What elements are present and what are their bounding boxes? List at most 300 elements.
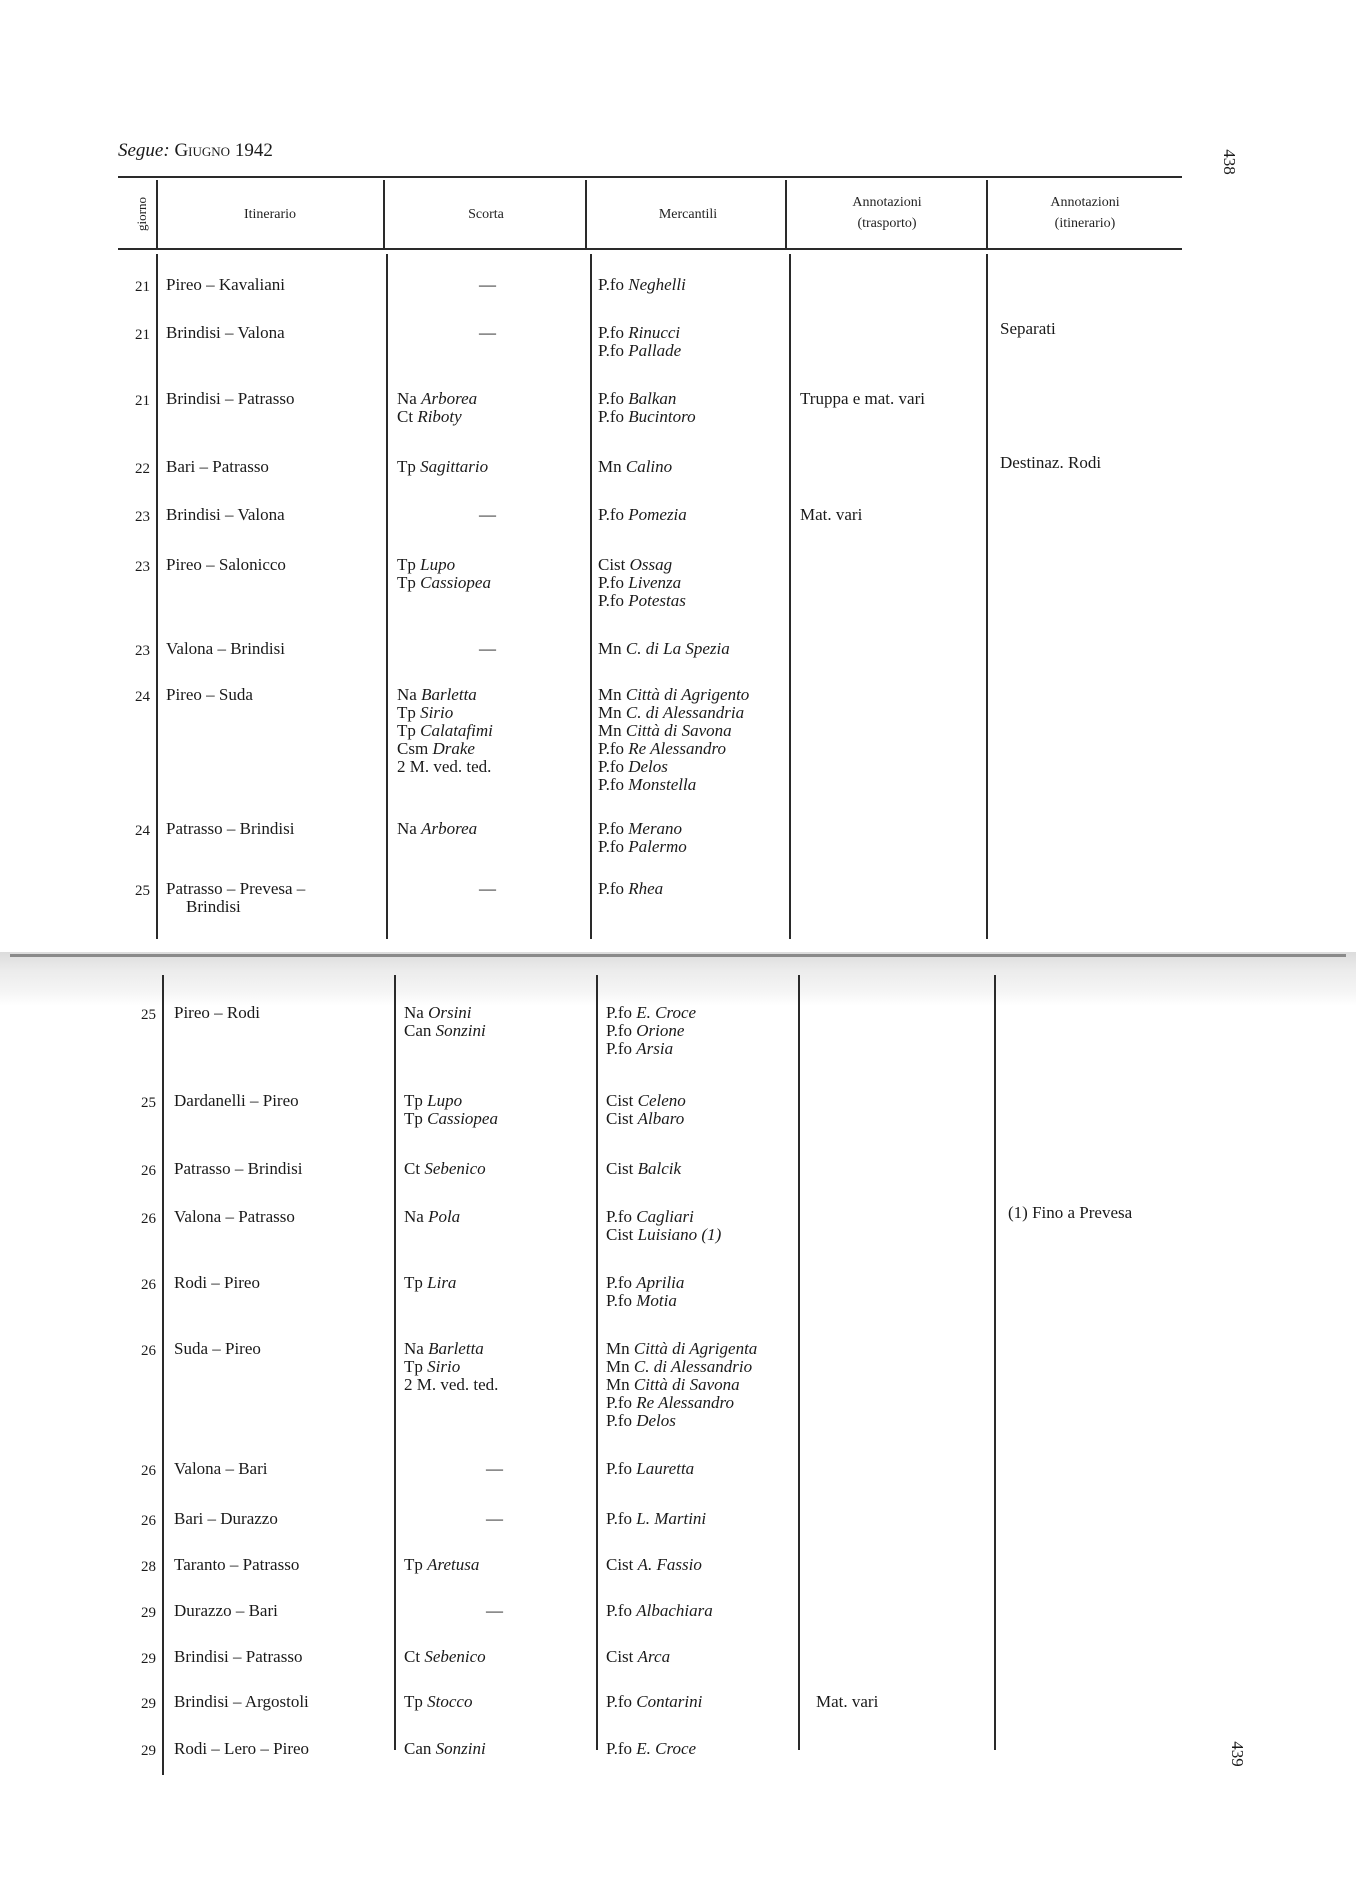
row-escort	[479, 276, 496, 294]
ship-line	[606, 1022, 696, 1040]
ship-name: C. di La Spezia	[625, 639, 730, 658]
ship-type: Ct	[404, 1159, 421, 1178]
row-itinerary	[166, 880, 305, 916]
ship-name: Drake	[432, 739, 475, 758]
header-rule-col3	[585, 180, 587, 248]
row-escort	[404, 1693, 472, 1711]
ship-name: Aretusa	[427, 1555, 480, 1574]
row-itinerary	[166, 458, 269, 476]
header-rule-top	[118, 176, 1182, 178]
ship-name: Rhea	[628, 879, 664, 898]
row-day: 21	[135, 393, 150, 409]
ship-line	[404, 1160, 486, 1178]
ship-type: Cist	[606, 1555, 634, 1574]
row-day: 21	[135, 327, 150, 343]
page-title	[118, 140, 273, 162]
row-day: 29	[141, 1651, 156, 1667]
row-annot-trasporto: Mat. vari	[800, 505, 863, 524]
ship-line	[598, 458, 672, 476]
ship-line	[606, 1208, 721, 1226]
ship-name: Barletta	[421, 685, 477, 704]
ship-line	[598, 704, 749, 722]
ship-name: Lauretta	[636, 1459, 695, 1478]
ship-type: P.fo	[606, 1039, 632, 1058]
page-number-bottom: 439	[1227, 1741, 1247, 1767]
ship-type: P.fo	[606, 1692, 632, 1711]
ship-type: P.fo	[598, 505, 624, 524]
row-day: 25	[141, 1095, 156, 1111]
ship-type: P.fo	[606, 1411, 632, 1430]
row-merchants	[598, 880, 663, 898]
ship-type: P.fo	[598, 323, 624, 342]
ship-name: Pomezia	[628, 505, 687, 524]
ship-type: —	[479, 505, 496, 524]
itinerary-line: Suda – Pireo	[174, 1339, 261, 1358]
ship-name: Contarini	[636, 1692, 703, 1711]
row-merchants	[598, 506, 687, 524]
ship-type: Mn	[598, 639, 622, 658]
itinerary-line: Brindisi – Valona	[166, 505, 285, 524]
row-merchants	[606, 1460, 694, 1478]
itinerary-line: Taranto – Patrasso	[174, 1555, 300, 1574]
itinerary-line: Brindisi – Valona	[166, 323, 285, 342]
annot-itinerario-line1: Annotazioni	[1050, 195, 1120, 210]
row-day: 26	[141, 1277, 156, 1293]
ship-type: Cist	[606, 1159, 634, 1178]
ship-name: Calino	[625, 457, 673, 476]
ship-type: Can	[404, 1739, 432, 1758]
row-merchants	[606, 1648, 670, 1666]
row-day: 23	[135, 559, 150, 575]
itinerary-line: Pireo – Salonicco	[166, 555, 286, 574]
row-annot-trasporto: Truppa e mat. vari	[800, 389, 925, 408]
ship-name: Balkan	[628, 389, 677, 408]
row-day: 29	[141, 1696, 156, 1712]
ship-line	[397, 722, 493, 740]
ship-name: Città di Savona	[625, 721, 732, 740]
ship-type: Mn	[606, 1357, 630, 1376]
ship-name: Calatafimi	[420, 721, 493, 740]
ship-type: Na	[404, 1339, 424, 1358]
row-day: 23	[135, 643, 150, 659]
row-day: 23	[135, 509, 150, 525]
row-itinerary	[174, 1740, 309, 1758]
row-escort	[404, 1004, 486, 1040]
page-number-top: 438	[1219, 149, 1239, 175]
itinerary-line: Valona – Patrasso	[174, 1207, 295, 1226]
itinerary-line: Brindisi – Patrasso	[174, 1647, 303, 1666]
ship-line	[606, 1160, 681, 1178]
ship-type: Cist	[606, 1647, 634, 1666]
ship-line	[606, 1412, 757, 1430]
ship-name: Barletta	[428, 1339, 484, 1358]
ship-name: Bucintoro	[628, 407, 696, 426]
row-escort	[404, 1208, 460, 1226]
col-header-scorta: Scorta	[468, 207, 504, 222]
ship-name: L. Martini	[636, 1509, 707, 1528]
row-merchants	[606, 1740, 696, 1758]
row-day: 25	[141, 1007, 156, 1023]
row-merchants	[606, 1004, 696, 1058]
row-itinerary	[174, 1004, 260, 1022]
row-itinerary	[166, 324, 285, 342]
ship-type: P.fo	[606, 1509, 632, 1528]
itinerary-line: Valona – Bari	[174, 1459, 268, 1478]
itinerary-line: Brindisi – Patrasso	[166, 389, 295, 408]
ship-line	[404, 1376, 498, 1394]
row-merchants	[606, 1693, 702, 1711]
ship-name: Monstella	[628, 775, 697, 794]
itinerary-line: Patrasso – Prevesa –	[166, 879, 306, 898]
ship-type: P.fo	[606, 1021, 632, 1040]
row-escort	[404, 1092, 498, 1128]
row-escort	[479, 640, 496, 658]
row-itinerary	[174, 1208, 295, 1226]
month-label: Giugno	[174, 140, 231, 161]
body-rule-col1-top	[156, 254, 158, 939]
annot-trasporto-line1: Annotazioni	[852, 195, 922, 210]
row-escort	[479, 324, 496, 342]
ship-type: P.fo	[598, 837, 624, 856]
ship-type: Mn	[606, 1339, 630, 1358]
row-itinerary	[174, 1648, 302, 1666]
ship-type: Mn	[606, 1375, 630, 1394]
annot-itinerario-line2: (itinerario)	[1054, 216, 1116, 231]
ship-line	[606, 1460, 694, 1478]
ship-name: Palermo	[628, 837, 687, 856]
row-merchants	[598, 276, 686, 294]
ship-name: Stocco	[427, 1692, 473, 1711]
col-header-giorno: giorno	[134, 197, 149, 231]
ship-line	[397, 458, 488, 476]
ship-type: —	[486, 1459, 503, 1478]
ship-name: Neghelli	[628, 275, 686, 294]
page-fold-shadow	[0, 952, 1356, 1006]
ship-line	[606, 1358, 757, 1376]
row-day: 26	[141, 1463, 156, 1479]
col-header-annot-itinerario	[990, 192, 1180, 234]
ship-line	[598, 556, 686, 574]
ship-type: P.fo	[598, 275, 624, 294]
row-merchants	[606, 1092, 686, 1128]
row-merchants	[598, 458, 672, 476]
ship-name: Sonzini	[435, 1739, 486, 1758]
ship-line	[598, 276, 686, 294]
ship-name: Motia	[636, 1291, 677, 1310]
ship-line	[397, 740, 493, 758]
ship-type: 2 M. ved. ted.	[404, 1375, 499, 1394]
ship-line	[486, 1602, 503, 1620]
ship-name: Cassiopea	[427, 1109, 498, 1128]
ship-type: —	[486, 1509, 503, 1528]
row-annot-trasporto: Mat. vari	[816, 1692, 879, 1711]
row-itinerary	[166, 276, 285, 294]
row-escort	[404, 1274, 456, 1292]
ship-line	[479, 324, 496, 342]
ship-line	[598, 776, 749, 794]
ship-type: —	[479, 323, 496, 342]
row-escort	[397, 458, 488, 476]
ship-type: —	[479, 879, 496, 898]
ship-line	[397, 574, 491, 592]
ship-name: Arsia	[636, 1039, 674, 1058]
segue-label: Segue:	[118, 140, 170, 161]
ship-line	[606, 1648, 670, 1666]
ship-name: Città di Agrigento	[625, 685, 750, 704]
ship-line	[606, 1340, 757, 1358]
row-day: 24	[135, 689, 150, 705]
ship-name: Albaro	[637, 1109, 685, 1128]
itinerary-line: Bari – Patrasso	[166, 457, 269, 476]
ship-type: Cist	[606, 1109, 634, 1128]
row-itinerary	[166, 390, 294, 408]
ship-type: P.fo	[598, 819, 624, 838]
ship-line	[606, 1292, 684, 1310]
ship-name: C. di Alessandria	[625, 703, 745, 722]
ship-name: A. Fassio	[637, 1555, 702, 1574]
row-escort	[397, 390, 477, 426]
ship-type: Tp	[397, 573, 416, 592]
row-merchants	[598, 686, 749, 794]
ship-line	[598, 506, 687, 524]
ship-type: P.fo	[598, 573, 624, 592]
col-header-mercantili: Mercantili	[658, 207, 718, 222]
ship-line	[404, 1340, 498, 1358]
row-escort	[479, 880, 496, 898]
ship-type: Can	[404, 1021, 432, 1040]
row-itinerary	[174, 1340, 261, 1358]
ship-name: Lira	[427, 1273, 457, 1292]
ship-name: Città di Savona	[633, 1375, 740, 1394]
ship-line	[606, 1376, 757, 1394]
ship-line	[404, 1648, 486, 1666]
row-escort	[404, 1740, 486, 1758]
ship-type: Mn	[598, 703, 622, 722]
ship-line	[479, 276, 496, 294]
row-day: 22	[135, 461, 150, 477]
row-escort	[397, 556, 491, 592]
ship-name: Cassiopea	[420, 573, 491, 592]
ship-line	[404, 1358, 498, 1376]
ship-line	[598, 390, 696, 408]
header-rule-col1	[156, 180, 158, 248]
ship-name: Potestas	[628, 591, 686, 610]
ship-name: Sirio	[420, 703, 454, 722]
row-escort	[486, 1602, 503, 1620]
ship-type: —	[479, 639, 496, 658]
ship-line	[598, 408, 696, 426]
ship-name: E. Croce	[636, 1739, 697, 1758]
ship-type: Tp	[397, 555, 416, 574]
ship-type: Tp	[397, 721, 416, 740]
ship-line	[397, 758, 493, 776]
row-escort	[486, 1460, 503, 1478]
body-rule-col4-top	[789, 254, 791, 939]
row-day: 21	[135, 279, 150, 295]
ship-name: Merano	[628, 819, 683, 838]
itinerary-line: Durazzo – Bari	[174, 1601, 278, 1620]
itinerary-line: Patrasso – Brindisi	[174, 1159, 303, 1178]
ship-name: Sagittario	[420, 457, 489, 476]
ship-line	[479, 640, 496, 658]
header-rule-col5	[986, 180, 988, 248]
row-escort	[397, 686, 493, 776]
ship-name: Orsini	[428, 1003, 472, 1022]
ship-name: Sonzini	[435, 1021, 486, 1040]
ship-name: Re Alessandro	[636, 1393, 734, 1412]
ship-type: P.fo	[606, 1739, 632, 1758]
body-rule-col5-top	[986, 254, 988, 939]
ship-type: 2 M. ved. ted.	[397, 757, 492, 776]
ship-type: P.fo	[606, 1459, 632, 1478]
ship-name: Lupo	[427, 1091, 463, 1110]
row-itinerary	[166, 820, 294, 838]
ship-type: Ct	[404, 1647, 421, 1666]
ship-line	[606, 1004, 696, 1022]
ship-name: Città di Agrigenta	[633, 1339, 758, 1358]
ship-line	[404, 1004, 486, 1022]
ship-type: Tp	[404, 1091, 423, 1110]
row-day: 29	[141, 1743, 156, 1759]
itinerary-line: Dardanelli – Pireo	[174, 1091, 299, 1110]
ship-name: Delos	[628, 757, 668, 776]
ship-line	[397, 704, 493, 722]
ship-line	[606, 1110, 686, 1128]
ship-name: Lupo	[420, 555, 456, 574]
ship-name: Rinucci	[628, 323, 681, 342]
ship-type: Tp	[397, 703, 416, 722]
ship-name: Orione	[636, 1021, 685, 1040]
ship-name: C. di Alessandrio	[633, 1357, 753, 1376]
ship-name: Ossag	[629, 555, 673, 574]
row-itinerary	[174, 1556, 299, 1574]
ship-name: Balcik	[637, 1159, 682, 1178]
page-fold-line	[10, 954, 1346, 957]
ship-line	[479, 880, 496, 898]
ship-name: E. Croce	[636, 1003, 697, 1022]
row-day: 26	[141, 1513, 156, 1529]
row-itinerary	[174, 1092, 299, 1110]
itinerary-line: Pireo – Rodi	[174, 1003, 260, 1022]
row-itinerary	[166, 640, 285, 658]
row-annot-itinerario: (1) Fino a Prevesa	[1008, 1203, 1133, 1222]
ship-line	[404, 1208, 460, 1226]
header-rule-bottom	[118, 248, 1182, 250]
ship-type: P.fo	[598, 775, 624, 794]
ship-line	[598, 686, 749, 704]
year-label: 1942	[234, 140, 273, 161]
row-itinerary	[166, 506, 285, 524]
row-day: 25	[135, 883, 150, 899]
col-header-annot-trasporto	[788, 192, 986, 234]
ship-type: Tp	[404, 1109, 423, 1128]
body-rule-col2-bottom	[394, 975, 396, 1750]
ship-line	[404, 1556, 479, 1574]
ship-type: P.fo	[598, 591, 624, 610]
ship-type: Na	[397, 389, 417, 408]
ship-line	[606, 1226, 721, 1244]
ship-name: Sirio	[427, 1357, 461, 1376]
ship-name: Arborea	[421, 389, 478, 408]
ship-type: Cist	[598, 555, 626, 574]
ship-line	[404, 1022, 486, 1040]
ship-line	[598, 640, 730, 658]
ship-line	[486, 1510, 503, 1528]
row-day: 26	[141, 1211, 156, 1227]
row-merchants	[598, 390, 696, 426]
ship-line	[397, 556, 491, 574]
row-escort	[479, 506, 496, 524]
body-rule-col4-bottom	[798, 975, 800, 1750]
ship-line	[606, 1092, 686, 1110]
body-rule-col2-top	[386, 254, 388, 939]
ship-type: Tp	[404, 1357, 423, 1376]
header-rule-col4	[785, 180, 787, 248]
ship-name: Re Alessandro	[628, 739, 726, 758]
row-merchants	[598, 820, 687, 856]
row-itinerary	[174, 1693, 309, 1711]
itinerary-line: Pireo – Suda	[166, 685, 253, 704]
ship-type: Cist	[606, 1091, 634, 1110]
ship-line	[598, 838, 687, 856]
ship-line	[397, 820, 477, 838]
row-itinerary	[166, 556, 286, 574]
row-merchants	[598, 640, 730, 658]
row-escort	[397, 820, 477, 838]
ship-line	[404, 1693, 472, 1711]
row-day: 28	[141, 1559, 156, 1575]
row-merchants	[598, 324, 681, 360]
ship-line	[606, 1394, 757, 1412]
ship-type: P.fo	[598, 757, 624, 776]
row-merchants	[606, 1160, 681, 1178]
row-day: 24	[135, 823, 150, 839]
ship-name: Albachiara	[636, 1601, 713, 1620]
itinerary-line: Patrasso – Brindisi	[166, 819, 295, 838]
body-rule-col3-bottom	[596, 975, 598, 1750]
ship-type: P.fo	[606, 1003, 632, 1022]
row-day: 26	[141, 1163, 156, 1179]
ship-type: Ct	[397, 407, 414, 426]
ship-line	[606, 1510, 706, 1528]
row-itinerary	[174, 1160, 302, 1178]
ship-type: P.fo	[606, 1393, 632, 1412]
row-escort	[404, 1648, 486, 1666]
ship-line	[606, 1040, 696, 1058]
ship-line	[606, 1274, 684, 1292]
body-rule-col1-bottom	[162, 975, 164, 1775]
ship-line	[606, 1740, 696, 1758]
row-day: 29	[141, 1605, 156, 1621]
ship-name: Sebenico	[424, 1647, 486, 1666]
ship-type: Mn	[598, 721, 622, 740]
ship-line	[397, 390, 477, 408]
row-annot-itinerario: Separati	[1000, 319, 1056, 338]
ship-line	[598, 758, 749, 776]
row-itinerary	[174, 1510, 278, 1528]
row-escort	[404, 1556, 479, 1574]
ship-type: —	[486, 1601, 503, 1620]
ship-name: Luisiano (1)	[637, 1225, 722, 1244]
ship-type: Na	[404, 1207, 424, 1226]
itinerary-line: Bari – Durazzo	[174, 1509, 278, 1528]
ship-type: Na	[397, 685, 417, 704]
row-escort	[404, 1160, 486, 1178]
ship-name: Celeno	[637, 1091, 686, 1110]
ship-type: P.fo	[606, 1291, 632, 1310]
ship-type: P.fo	[606, 1273, 632, 1292]
ship-line	[479, 506, 496, 524]
